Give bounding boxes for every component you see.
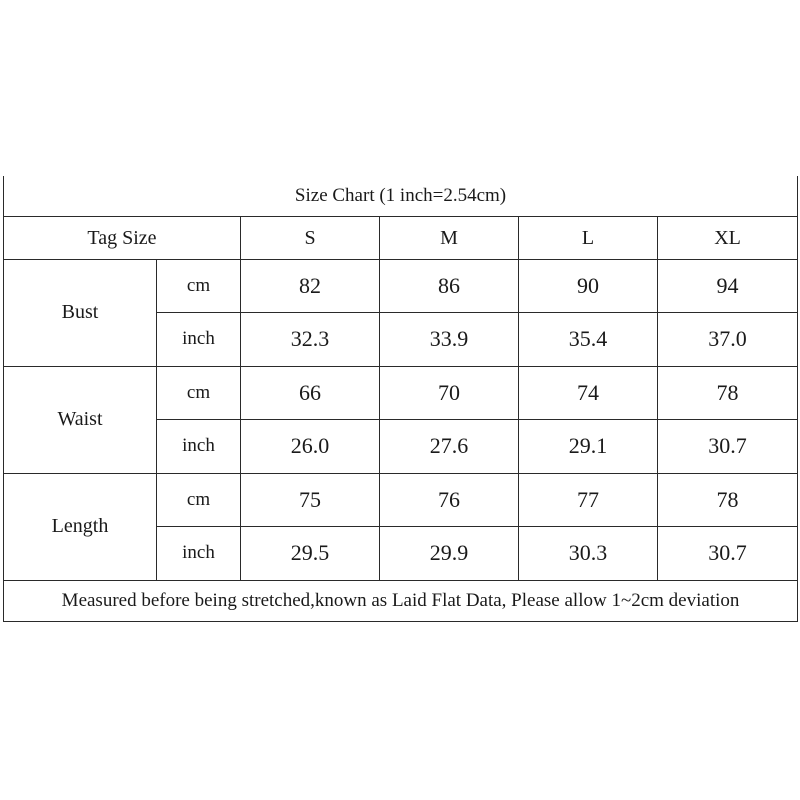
value-cell: 78 — [658, 366, 798, 419]
table-row — [4, 473, 798, 526]
value-cell: 29.1 — [519, 420, 658, 473]
unit-label: inch — [157, 420, 241, 473]
value-cell: 90 — [519, 259, 658, 312]
table-row — [4, 259, 798, 312]
chart-title: Size Chart (1 inch=2.54cm) — [4, 176, 798, 217]
value-cell: 74 — [519, 366, 658, 419]
title-row — [4, 176, 798, 217]
value-cell: 30.7 — [658, 527, 798, 580]
value-cell: 86 — [380, 259, 519, 312]
value-cell: 78 — [658, 473, 798, 526]
value-cell: 33.9 — [380, 313, 519, 366]
unit-label: cm — [157, 366, 241, 419]
measurement-label-bust: Bust — [4, 259, 157, 366]
value-cell: 75 — [241, 473, 380, 526]
value-cell: 29.5 — [241, 527, 380, 580]
unit-label: cm — [157, 259, 241, 312]
size-header-xl: XL — [658, 217, 798, 259]
value-cell: 37.0 — [658, 313, 798, 366]
value-cell: 29.9 — [380, 527, 519, 580]
footer-note: Measured before being stretched,known as Laid Flat Data, Please allow 1~2cm deviation — [4, 580, 798, 621]
value-cell: 94 — [658, 259, 798, 312]
unit-label: inch — [157, 313, 241, 366]
table-row — [4, 366, 798, 419]
value-cell: 26.0 — [241, 420, 380, 473]
unit-label: inch — [157, 527, 241, 580]
value-cell: 76 — [380, 473, 519, 526]
value-cell: 30.3 — [519, 527, 658, 580]
value-cell: 66 — [241, 366, 380, 419]
value-cell: 82 — [241, 259, 380, 312]
size-chart-table — [3, 176, 798, 622]
value-cell: 27.6 — [380, 420, 519, 473]
unit-label: cm — [157, 473, 241, 526]
size-header-m: M — [380, 217, 519, 259]
value-cell: 77 — [519, 473, 658, 526]
measurement-label-length: Length — [4, 473, 157, 580]
footer-row — [4, 580, 798, 621]
tag-size-header: Tag Size — [4, 217, 241, 259]
measurement-label-waist: Waist — [4, 366, 157, 473]
header-row — [4, 217, 798, 259]
value-cell: 30.7 — [658, 420, 798, 473]
size-header-l: L — [519, 217, 658, 259]
value-cell: 32.3 — [241, 313, 380, 366]
value-cell: 35.4 — [519, 313, 658, 366]
value-cell: 70 — [380, 366, 519, 419]
size-header-s: S — [241, 217, 380, 259]
